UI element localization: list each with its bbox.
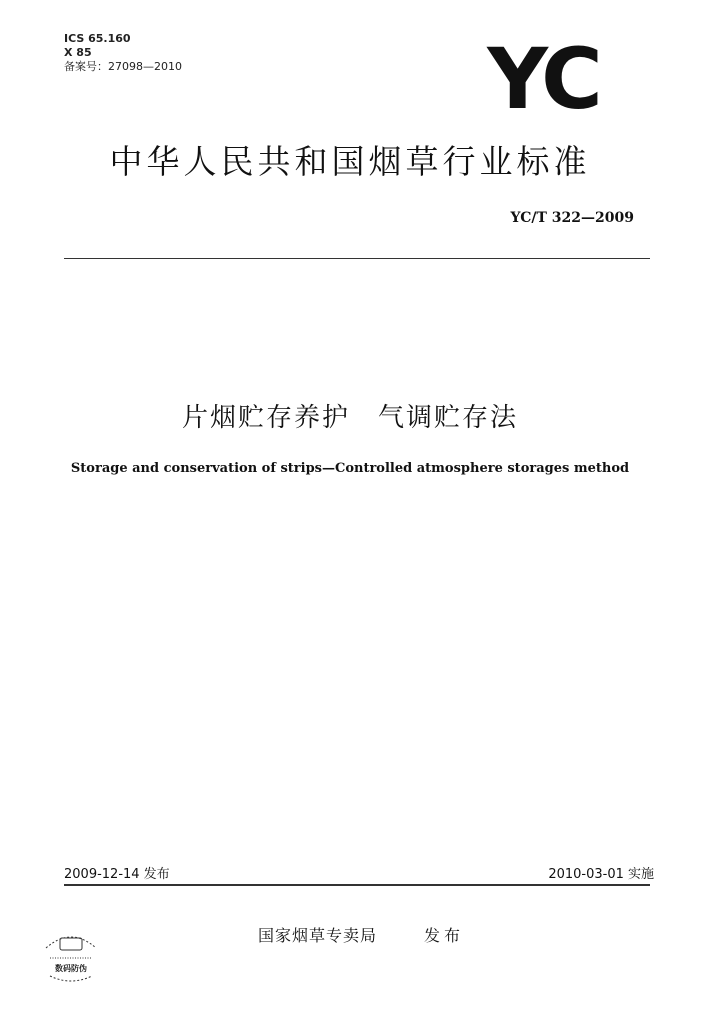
implementation-date: 2010-03-01 实施 [548, 867, 654, 882]
standard-title: 中华人民共和国烟草行业标准 [109, 142, 591, 181]
yc-logo [468, 42, 618, 112]
ics-code: ICS 65.160 [64, 32, 131, 45]
classification-code: X 85 [64, 46, 92, 59]
stamp-label: 数码防伪 [55, 964, 87, 973]
anti-counterfeit-stamp [36, 920, 106, 990]
yc-logo-text: YC [487, 42, 599, 112]
document-title-cn: 片烟贮存养护 气调贮存法 [181, 403, 518, 433]
footer-divider [64, 884, 650, 886]
filing-number: 备案号：27098—2010 [64, 60, 182, 73]
document-metadata [64, 32, 182, 74]
publish-label: 发布 [424, 926, 465, 945]
header-divider [64, 258, 650, 259]
publisher-name: 国家烟草专卖局 [258, 926, 378, 945]
issue-date: 2009-12-14 发布 [64, 867, 170, 882]
standard-code: YC/T 322—2009 [510, 210, 634, 226]
document-title-en: Storage and conservation of strips—Controlled atmosphere storages method [70, 461, 630, 476]
